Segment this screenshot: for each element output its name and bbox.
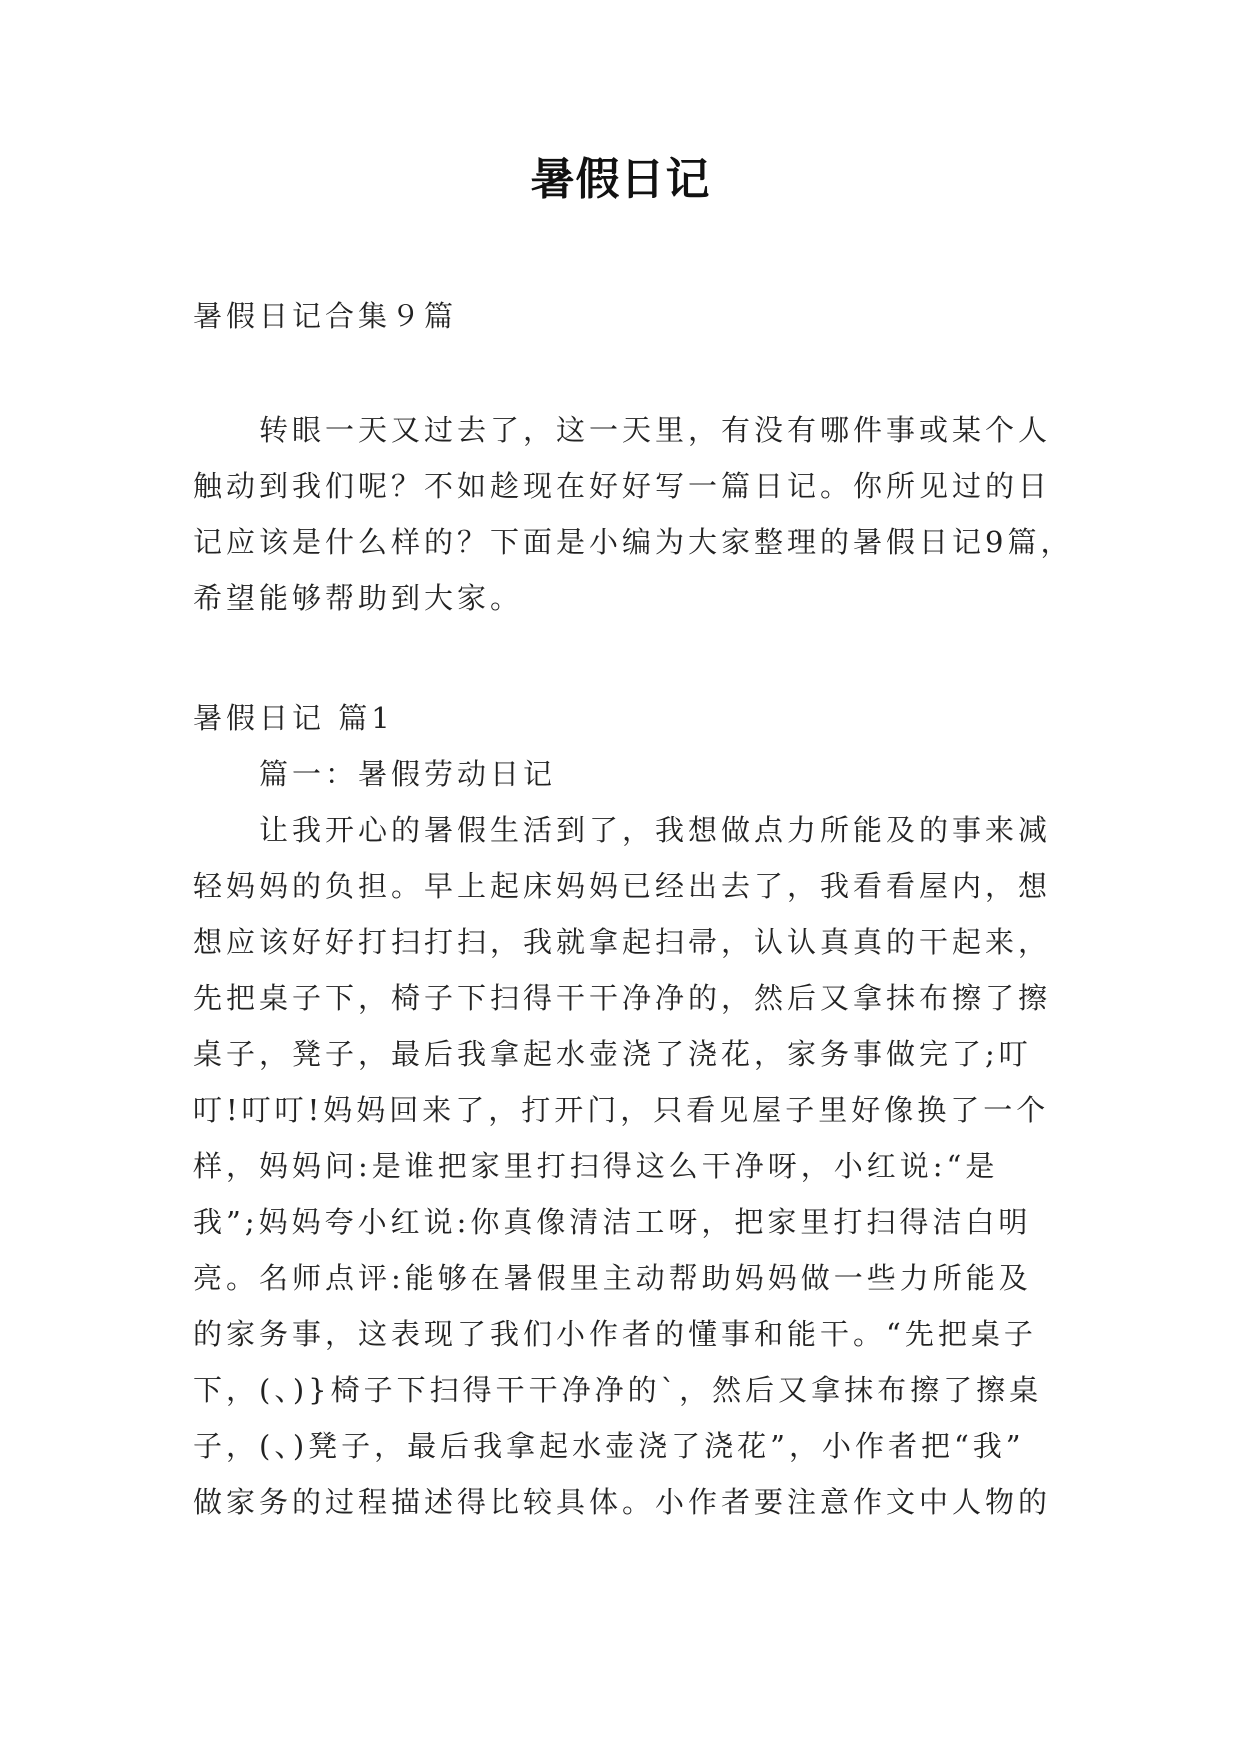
body-line: 想应该好好打扫打扫，我就拿起扫帚，认认真真的干起来， (193, 925, 1052, 959)
intro-line: 触动到我们呢？不如趁现在好好写一篇日记。你所见过的日 (193, 469, 1052, 503)
body-line: 让我开心的暑假生活到了，我想做点力所能及的事来减 (259, 813, 1052, 847)
body-line: 叮!叮叮!妈妈回来了，打开门，只看见屋子里好像换了一个 (193, 1093, 1050, 1127)
body-line: 我”;妈妈夸小红说:你真像清洁工呀，把家里打扫得洁白明 (193, 1205, 1032, 1239)
body-line: 下，(、)}椅子下扫得干干净净的`，然后又拿抹布擦了擦桌 (193, 1373, 1043, 1407)
body-line: 桌子，凳子，最后我拿起水壶浇了浇花，家务事做完了;叮 (193, 1037, 1032, 1071)
intro-line: 记应该是什么样的？下面是小编为大家整理的暑假日记9篇， (193, 525, 1074, 559)
body-line: 子，(、)凳子，最后我拿起水壶浇了浇花”，小作者把“我” (193, 1429, 1025, 1463)
body-line: 先把桌子下，椅子下扫得干干净净的，然后又拿抹布擦了擦 (193, 981, 1052, 1015)
body-line: 的家务事，这表现了我们小作者的懂事和能干。“先把桌子 (193, 1317, 1037, 1351)
body-line: 轻妈妈的负担。早上起床妈妈已经出去了，我看看屋内，想 (193, 869, 1052, 903)
document-subtitle: 暑假日记合集９篇 (193, 299, 458, 333)
intro-line: 转眼一天又过去了，这一天里，有没有哪件事或某个人 (259, 413, 1052, 447)
intro-line: 希望能够帮助到大家。 (193, 581, 524, 615)
body-line: 样，妈妈问:是谁把家里打扫得这么干净呀，小红说:“是 (193, 1149, 999, 1183)
document-title: 暑假日记 (530, 154, 711, 205)
body-line: 做家务的过程描述得比较具体。小作者要注意作文中人物的 (193, 1485, 1052, 1519)
article-title: 篇一：暑假劳动日记 (259, 757, 557, 791)
body-line: 亮。名师点评:能够在暑假里主动帮助妈妈做一些力所能及 (193, 1261, 1032, 1295)
section-heading: 暑假日记 篇1 (193, 701, 394, 735)
